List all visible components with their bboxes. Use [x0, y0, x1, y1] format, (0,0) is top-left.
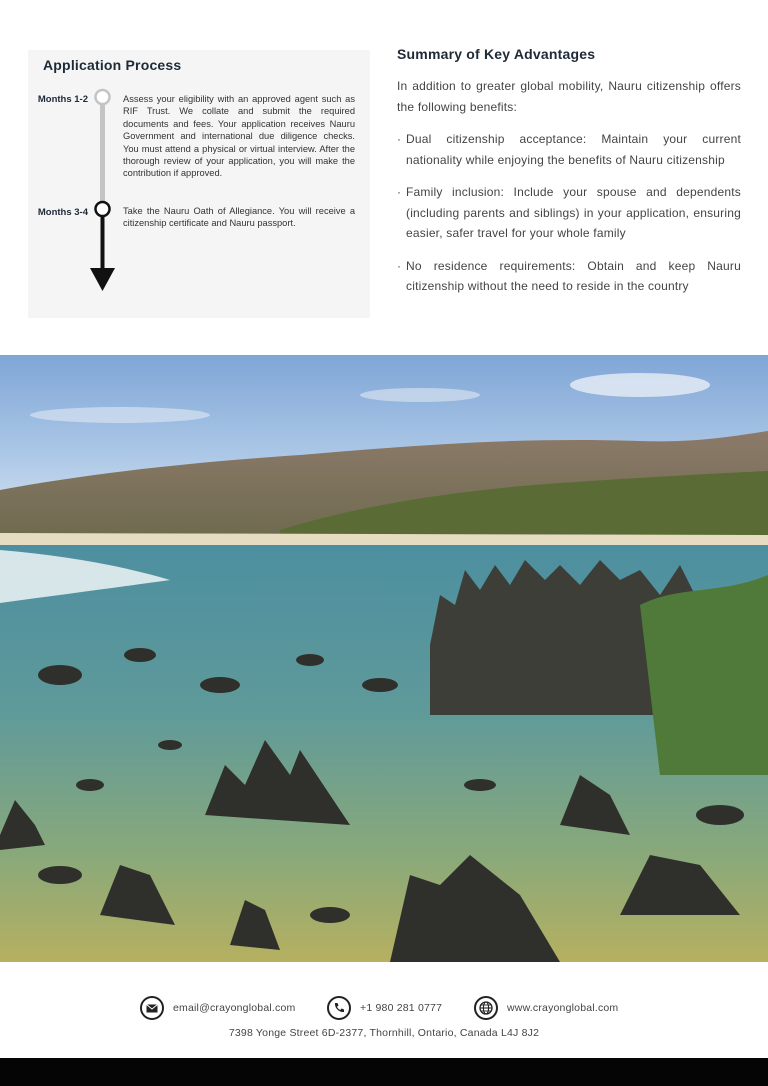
step-1-description: Assess your eligibility with an approved agent such as RIF Trust. We collate and submit the required documents and fees. Your application receives Nauru Government and international due diligence checks. You must attend a physical or virtual interview. After the thorough review of your application, you will make the contribution if approved. [123, 94, 355, 179]
process-title: Application Process [43, 57, 182, 73]
phone-text[interactable]: +1 980 281 0777 [360, 1002, 443, 1014]
company-address: 7398 Yonge Street 6D-2377, Thornhill, Ontario, Canada L4J 8J2 [228, 1027, 540, 1039]
key-advantages-section [397, 46, 741, 309]
advantages-intro: In addition to greater global mobility, Nauru citizenship offers the following benefits: [397, 79, 741, 114]
timeline-graphic [28, 50, 370, 318]
bullet-icon: · [397, 132, 402, 146]
bottom-bar [0, 1058, 768, 1086]
benefit-item-no-residence [397, 256, 741, 297]
email-text[interactable]: email@crayonglobal.com [173, 1002, 296, 1014]
benefit-text: No residence requirements: Obtain and keep Nauru citizenship without the need to reside in the country [406, 258, 741, 293]
step-2-months: Months 3-4 [37, 207, 88, 218]
benefit-text: Family inclusion: Include your spouse and dependents (including parents and siblings) in your application, ensuring easier, safer travel for your whole family [406, 185, 741, 240]
benefits-list [397, 129, 741, 297]
timeline-arrowhead [90, 268, 115, 291]
benefit-item-dual-citizenship [397, 129, 741, 170]
timeline-grey-segment [100, 104, 105, 204]
benefit-text: Dual citizenship acceptance: Maintain your current nationality while enjoying the benefits of Nauru citizenship [406, 132, 741, 167]
coastal-landscape-photo [0, 355, 768, 962]
bullet-icon: · [397, 185, 402, 199]
bullet-icon: · [397, 258, 402, 273]
email-contact[interactable] [140, 996, 295, 1020]
envelope-icon [140, 996, 164, 1020]
timeline-node-1 [96, 90, 110, 104]
footer-contacts [0, 996, 768, 1024]
timeline-dark-segment [101, 216, 105, 270]
step-2-description: Take the Nauru Oath of Allegiance. You will receive a citizenship certificate and Nauru passport. [123, 206, 355, 229]
globe-icon [474, 996, 498, 1020]
landscape-illustration [0, 355, 768, 962]
website-contact[interactable] [474, 996, 618, 1020]
timeline-node-2 [96, 202, 110, 216]
phone-icon [327, 996, 351, 1020]
benefit-item-family-inclusion [397, 182, 741, 244]
application-process-panel [28, 50, 370, 318]
website-text[interactable]: www.crayonglobal.com [507, 1002, 619, 1014]
phone-contact[interactable] [327, 996, 442, 1020]
step-1-months: Months 1-2 [37, 94, 88, 105]
advantages-title: Summary of Key Advantages [397, 46, 596, 62]
